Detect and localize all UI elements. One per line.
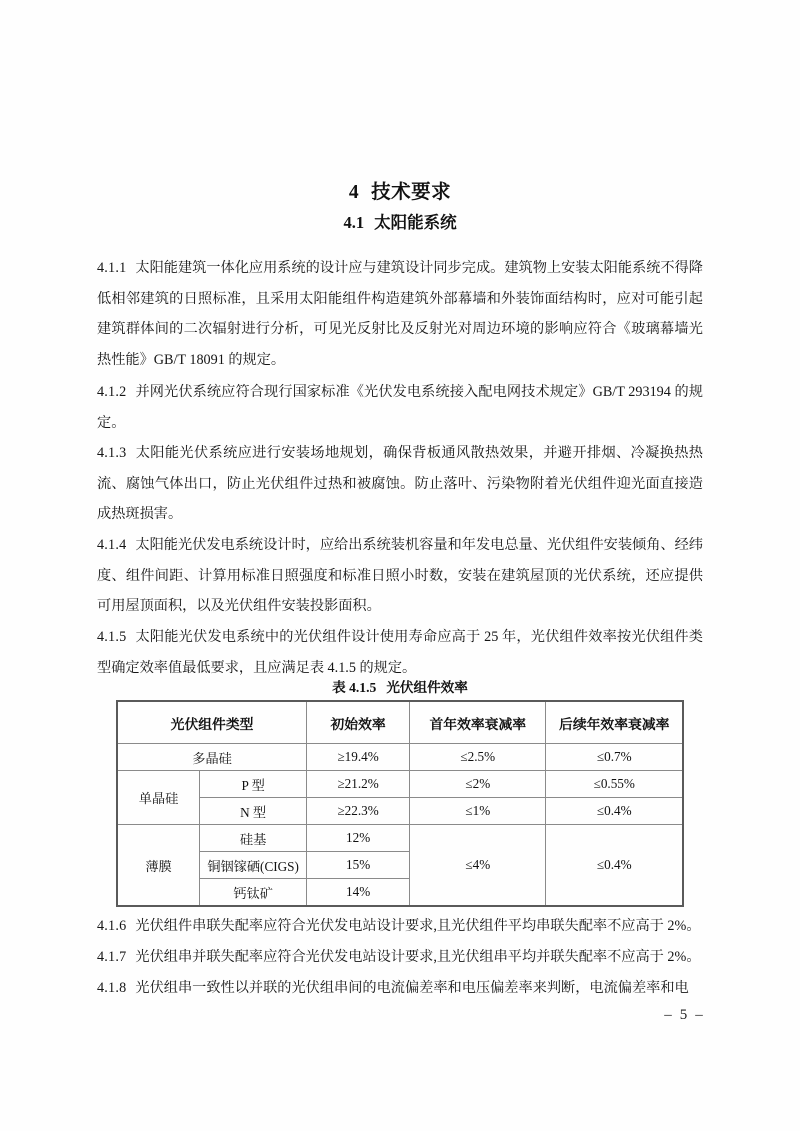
cell-initial-efficiency: 15%	[307, 852, 410, 879]
cell-initial-efficiency: ≥22.3%	[307, 798, 410, 825]
cell-module-type: P 型	[200, 771, 307, 798]
table-row	[117, 825, 683, 852]
clause-number: 4.1.7	[97, 949, 127, 966]
page-footer	[0, 1007, 800, 1024]
cell-module-type: 硅基	[200, 825, 307, 852]
clause-number: 4.1.2	[97, 384, 127, 401]
footer-dash-left: –	[664, 1007, 673, 1023]
clause-number: 4.1.1	[97, 260, 127, 277]
clause-text: 光伏组串一致性以并联的光伏组串间的电流偏差率和电压偏差率来判断，电流偏差率和电	[135, 980, 689, 997]
clause-text: 并网光伏系统应符合现行国家标准《光伏发电系统接入配电网技术规定》GB/T 293194 的规定。	[97, 384, 703, 431]
clause-number: 4.1.5	[97, 629, 127, 646]
clause-text: 太阳能光伏系统应进行安装场地规划，确保背板通风散热效果，并避开排烟、冷凝换热热流、腐蚀气体出口，防止光伏组件过热和被腐蚀。防止落叶、污染物附着光伏组件迎光面直接造成热斑损害。	[97, 445, 703, 523]
clause-number: 4.1.6	[97, 918, 127, 935]
cell-module-type: 多晶硅	[117, 744, 307, 771]
column-header-first-year-degradation: 首年效率衰减率	[410, 701, 546, 744]
cell-first-year-degradation: ≤4%	[410, 825, 546, 907]
cell-initial-efficiency: 14%	[307, 879, 410, 907]
clause-paragraph-4-1-4	[97, 530, 703, 622]
clause-paragraph-4-1-7	[97, 942, 703, 973]
section-number: 4.1	[343, 213, 365, 232]
cell-module-type: 钙钛矿	[200, 879, 307, 907]
cell-module-group: 薄膜	[117, 825, 200, 907]
footer-dash-right: –	[695, 1007, 704, 1023]
chapter-title-text: 技术要求	[371, 182, 452, 203]
clause-text: 光伏组串并联失配率应符合光伏发电站设计要求,且光伏组串平均并联失配率不应高于 2%。	[135, 949, 701, 966]
cell-first-year-degradation: ≤1%	[410, 798, 546, 825]
clause-paragraph-4-1-8	[97, 973, 703, 1004]
clause-paragraph-4-1-2	[97, 377, 703, 438]
cell-first-year-degradation: ≤2.5%	[410, 744, 546, 771]
clause-number: 4.1.4	[97, 537, 127, 554]
table-caption	[97, 676, 703, 696]
table-row	[117, 771, 683, 798]
clause-paragraph-4-1-1	[97, 253, 703, 375]
clause-text: 太阳能建筑一体化应用系统的设计应与建筑设计同步完成。建筑物上安装太阳能系统不得降低相邻建筑的日照标准，且采用太阳能组件构造建筑外部幕墙和外装饰面结构时，应对可能引起建筑群体间的二次辐射进行分析，可见光反射比及反射光对周边环境的影响应符合《玻璃幕墙光热性能》GB/T 18091 的规定。	[97, 260, 703, 368]
section-title-text: 太阳能系统	[374, 213, 457, 232]
cell-initial-efficiency: 12%	[307, 825, 410, 852]
clause-paragraph-4-1-5	[97, 622, 703, 683]
clause-text: 光伏组件串联失配率应符合光伏发电站设计要求,且光伏组件平均串联失配率不应高于 2%。	[135, 918, 701, 935]
page-title	[97, 176, 703, 204]
cell-module-type: 铜铟镓硒(CIGS)	[200, 852, 307, 879]
cell-later-year-degradation: ≤0.4%	[546, 825, 683, 907]
clause-paragraph-4-1-3	[97, 438, 703, 530]
clause-number: 4.1.3	[97, 445, 127, 462]
cell-later-year-degradation: ≤0.7%	[546, 744, 683, 771]
cell-initial-efficiency: ≥19.4%	[307, 744, 410, 771]
cell-module-group: 单晶硅	[117, 771, 200, 825]
section-heading	[97, 209, 703, 233]
table-row	[117, 798, 683, 825]
cell-later-year-degradation: ≤0.55%	[546, 771, 683, 798]
column-header-module-type: 光伏组件类型	[117, 701, 307, 744]
table-row	[117, 744, 683, 771]
pv-module-efficiency-table	[116, 700, 684, 907]
footer-page-number: 5	[679, 1007, 689, 1023]
cell-module-type: N 型	[200, 798, 307, 825]
table-caption-title: 光伏组件效率	[386, 680, 468, 695]
clause-text: 太阳能光伏发电系统中的光伏组件设计使用寿命应高于 25 年，光伏组件效率按光伏组件类型确定效率值最低要求，且应满足表 4.1.5 的规定。	[97, 629, 703, 676]
cell-later-year-degradation: ≤0.4%	[546, 798, 683, 825]
column-header-later-year-degradation: 后续年效率衰减率	[546, 701, 683, 744]
clause-paragraph-4-1-6	[97, 911, 703, 942]
clause-number: 4.1.8	[97, 980, 127, 997]
table-caption-number: 表 4.1.5	[332, 680, 377, 695]
column-header-initial-efficiency: 初始效率	[307, 701, 410, 744]
table-header-row	[117, 701, 683, 744]
clause-text: 太阳能光伏发电系统设计时，应给出系统装机容量和年发电总量、光伏组件安装倾角、经纬度、组件间距、计算用标准日照强度和标准日照小时数，安装在建筑屋顶的光伏系统，还应提供可用屋顶面积，以及光伏组件安装投影面积。	[97, 537, 703, 615]
chapter-number: 4	[348, 182, 360, 203]
cell-first-year-degradation: ≤2%	[410, 771, 546, 798]
cell-initial-efficiency: ≥21.2%	[307, 771, 410, 798]
